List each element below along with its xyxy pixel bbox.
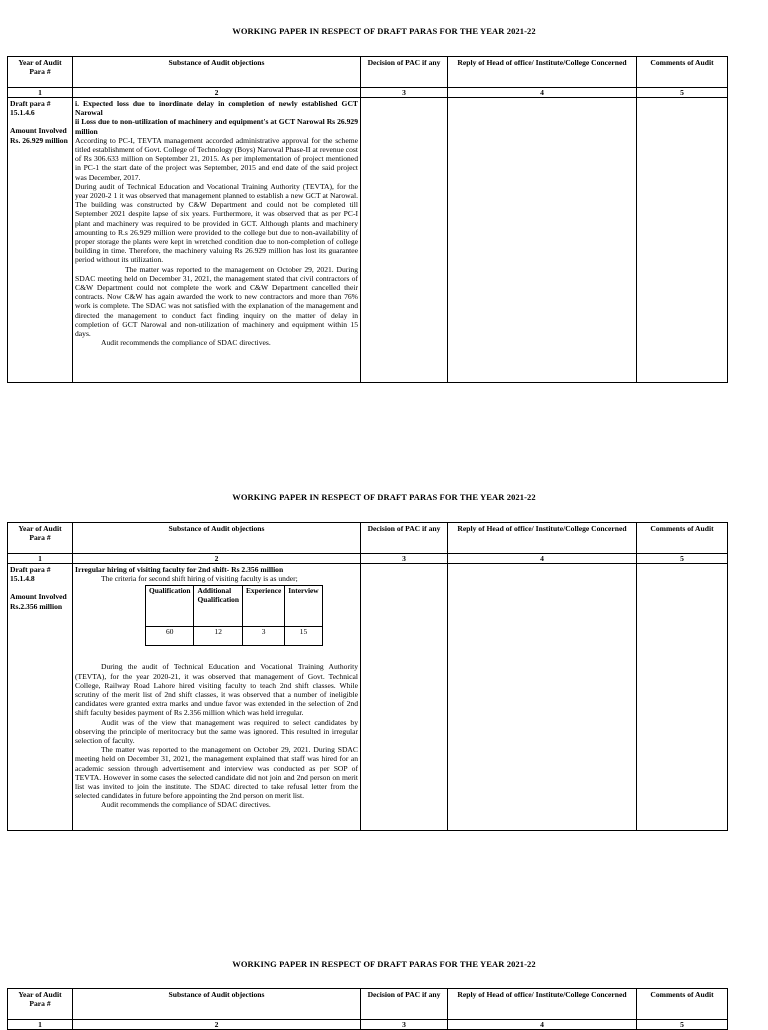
paragraph: The matter was reported to the management on October 29, 2021. During SDAC meeting held on December 31, 2021, the management explained that staff was hired for an academic session through advertisement and interview was conducted as per SOP of TEVTA. However in some cases the selected candidate did not join and 2nd person on merit list was invited to join the institute. The SDAC directed to take refusal letter from the selected candidates in future before appointing the 2nd person on merit list. — [75, 745, 358, 801]
objection-heading: ii Loss due to non-utilization of machinery and equipment's at GCT Narowal Rs 26.929 million — [75, 117, 358, 136]
draft-para-table-1 — [7, 56, 728, 383]
pac-decision-cell — [361, 98, 448, 383]
header-year-para: Year of Audit Para # — [8, 989, 73, 1020]
header-decision-pac: Decision of PAC if any — [361, 57, 448, 88]
col-number: 1 — [8, 1020, 73, 1030]
page-title-3: WORKING PAPER IN RESPECT OF DRAFT PARAS FOR THE YEAR 2021-22 — [232, 959, 536, 969]
criteria-header: Experience — [242, 586, 284, 627]
col-number: 4 — [448, 554, 637, 564]
objection-heading: i. Expected loss due to inordinate delay in completion of newly established GCT Narowal — [75, 99, 358, 118]
draft-para-number: Draft para # 15.1.4.6 — [10, 99, 51, 118]
paragraph: Audit was of the view that management was required to select candidates by observing the principle of meritocracy but the same was ignored. This resulted in irregular selection of faculty. — [75, 717, 358, 746]
header-substance: Substance of Audit objections — [73, 57, 361, 88]
reply-cell — [448, 98, 637, 383]
criteria-header: Qualification — [146, 586, 194, 627]
col-number: 3 — [361, 554, 448, 564]
header-year-para: Year of Audit Para # — [8, 57, 73, 88]
draft-para-number: Draft para # 15.1.4.8 — [10, 565, 51, 584]
paragraph: The matter was reported to the management on October 29, 2021. During SDAC meeting held on December 31, 2021, the management stated that civil contractors of C&W Department could not complete the work and C&W Department cancelled their contracts. Now C&W has again awarded the work to new contractors and more than 76% work is complete. The SDAC was not satisfied with the explanation of the management and directed the management to conduct fact finding inquiry on the matter of delay in completion of GCT Narowal and non-utilization of machinery and equipment within 15 days. — [75, 264, 358, 339]
col-number: 5 — [637, 1020, 728, 1030]
amount-value: Rs. 26.929 million — [10, 135, 68, 145]
header-reply: Reply of Head of office/ Institute/College Concerned — [448, 989, 637, 1020]
col-number: 3 — [361, 88, 448, 98]
audit-objection-text — [73, 98, 361, 383]
criteria-value: 3 — [242, 627, 284, 646]
header-substance: Substance of Audit objections — [73, 523, 361, 554]
col-number: 1 — [8, 88, 73, 98]
para-meta — [8, 98, 73, 383]
header-year-para: Year of Audit Para # — [8, 523, 73, 554]
col-number: 2 — [73, 88, 361, 98]
amount-label: Amount Involved — [10, 592, 67, 602]
criteria-header: Additional Qualification — [194, 586, 242, 627]
criteria-value: 15 — [285, 627, 322, 646]
paragraph: Audit recommends the compliance of SDAC directives. — [101, 800, 271, 810]
criteria-intro: The criteria for second shift hiring of visiting faculty is as under; — [101, 574, 298, 584]
header-substance: Substance of Audit objections — [73, 989, 361, 1020]
pac-decision-cell — [361, 564, 448, 831]
col-number: 1 — [8, 554, 73, 564]
header-reply: Reply of Head of office/ Institute/College Concerned — [448, 57, 637, 88]
header-decision-pac: Decision of PAC if any — [361, 523, 448, 554]
paragraph: Audit recommends the compliance of SDAC directives. — [101, 338, 271, 348]
paragraph: According to PC-I, TEVTA management accorded administrative approval for the scheme titled establishment of Govt. College of Technology (Boys) Narowal Phase-II at revenue cost of Rs 306.633 million on September 21, 2015. As per implementation of project mentioned in PC-1 the start date of the project was September, 2015 and end date of the said project was December, 2017. — [75, 135, 358, 182]
criteria-value: 12 — [194, 627, 242, 646]
comments-cell — [637, 98, 728, 383]
col-number: 4 — [448, 1020, 637, 1030]
objection-heading: Irregular hiring of visiting faculty for 2nd shift- Rs 2.356 million — [75, 565, 284, 574]
criteria-table — [145, 585, 323, 646]
criteria-header: Interview — [285, 586, 322, 627]
paragraph: During audit of Technical Education and Vocational Training Authority (TEVTA), for the year 2020-2 1 it was observed that management planned to establish a new GCT at Narowal. The building was constructed by C&W Department and could not be completed till September 2021 despite lapse of six years. Furthermore, it was observed that as per PC-I plant and machinery was required to be provided in GCT. Although plants and machinery amounting to R.s 26.929 million were provided to the college but due to non-availability of proper storage the plants were kept in wretched condition due to non-completion of college building in time. Therefore, the machinery valuing Rs 26.929 million has lost its guarantee period without its utilization. — [75, 181, 358, 265]
col-number: 2 — [73, 554, 361, 564]
page-title-1: WORKING PAPER IN RESPECT OF DRAFT PARAS FOR THE YEAR 2021-22 — [232, 26, 536, 36]
criteria-value: 60 — [146, 627, 194, 646]
header-comments: Comments of Audit — [637, 523, 728, 554]
para-meta — [8, 564, 73, 831]
amount-label: Amount Involved — [10, 126, 67, 136]
comments-cell — [637, 564, 728, 831]
header-comments: Comments of Audit — [637, 57, 728, 88]
header-comments: Comments of Audit — [637, 989, 728, 1020]
paragraph: During the audit of Technical Education and Vocational Training Authority (TEVTA), for the year 2020-21, it was observed that management of Govt. Technical College, Railway Road Lahore hired visiting faculty to teach 2nd shift classes. While scrutiny of the merit list of 2nd shift classes, it was observed that a number of ineligible candidates were granted extra marks and undue favor was extended in the selection of 2nd shift faculty besides payment of Rs 2.356 million which was held irregular. — [75, 662, 358, 718]
header-reply: Reply of Head of office/ Institute/College Concerned — [448, 523, 637, 554]
amount-value: Rs.2.356 million — [10, 601, 63, 611]
reply-cell — [448, 564, 637, 831]
audit-objection-text — [73, 564, 361, 831]
col-number: 5 — [637, 88, 728, 98]
page-title-2: WORKING PAPER IN RESPECT OF DRAFT PARAS FOR THE YEAR 2021-22 — [232, 492, 536, 502]
col-number: 2 — [73, 1020, 361, 1030]
col-number: 3 — [361, 1020, 448, 1030]
header-decision-pac: Decision of PAC if any — [361, 989, 448, 1020]
col-number: 4 — [448, 88, 637, 98]
draft-para-table-2 — [7, 522, 728, 831]
col-number: 5 — [637, 554, 728, 564]
